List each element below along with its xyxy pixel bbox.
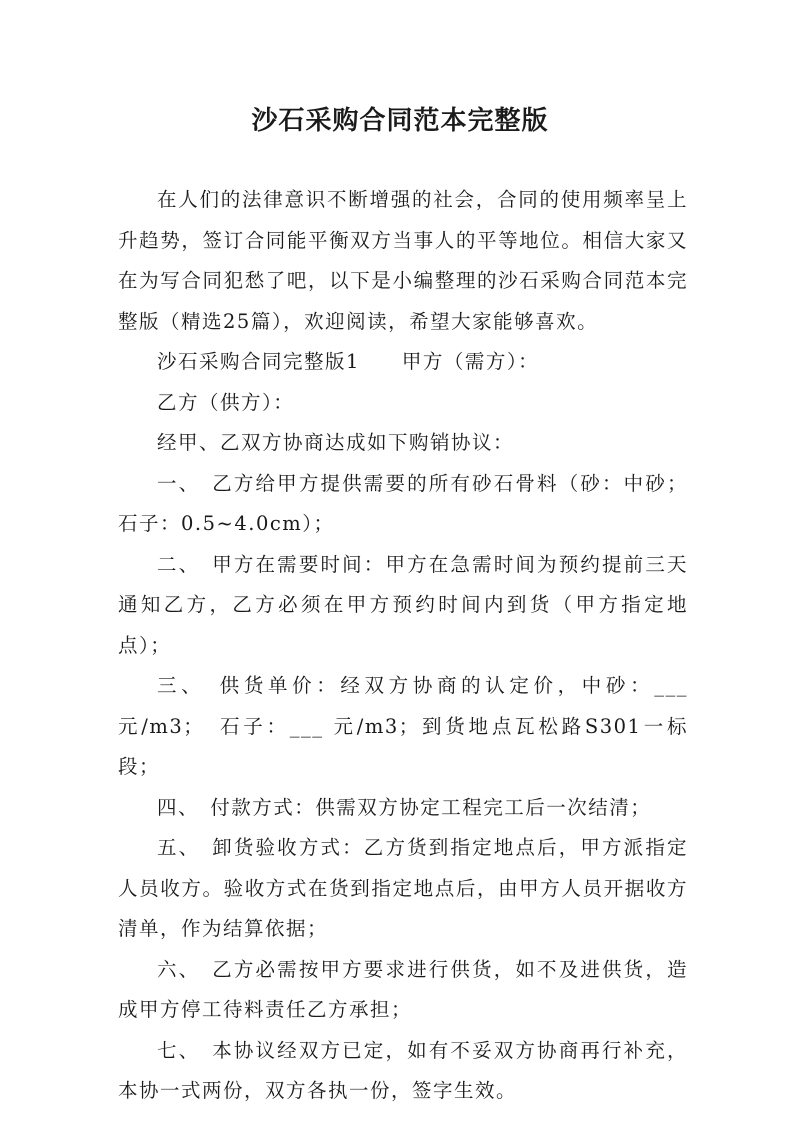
agreement-intro: 经甲、乙双方协商达成如下购销协议： [157, 431, 515, 454]
intro-paragraph: 在人们的法律意识不断增强的社会，合同的使用频率呈上升趋势，签订合同能平衡双方当事人的平等地位。相信大家又在为写合同犯愁了吧，以下是小编整理的沙石采购合同范本完整版（精选25篇），欢迎阅读，希望大家能够喜欢。 [118, 188, 688, 333]
clause-4: 四、 付款方式：供需双方协定工程完工后一次结清； [157, 795, 652, 819]
clause-5: 五、 卸货验收方式：乙方货到指定地点后，甲方派指定人员收方。验收方式在货到指定地点后，由甲方人员开据收方清单，作为结算依据； [118, 836, 688, 940]
clause-1: 一、 乙方给甲方提供需要的所有砂石骨料（砂：中砂；石子：0.5~4.0cm）； [118, 471, 688, 535]
clause-3: 三、 供货单价：经双方协商的认定价，中砂：___ 元/m3； 石子：___ 元/m3；到货地点瓦松路S301一标段； [118, 674, 688, 778]
party-b-line: 乙方（供方）： [157, 390, 295, 414]
clause-6: 六、 乙方必需按甲方要求进行供货，如不及进供货，造成甲方停工待料责任乙方承担； [118, 957, 688, 1021]
document-body [118, 180, 688, 1112]
document-title: 沙石采购合同范本完整版 [251, 106, 549, 136]
clause-2: 二、 甲方在需要时间：甲方在急需时间为预约提前三天通知乙方，乙方必须在甲方预约时间内到货（甲方指定地点）； [118, 552, 688, 657]
clause-7: 七、 本协议经双方已定，如有不妥双方协商再行补充，本协一式两份，双方各执一份，签字生效。 [118, 1038, 688, 1102]
contract-heading-party-a: 沙石采购合同完整版1 甲方（需方）： [157, 350, 540, 373]
